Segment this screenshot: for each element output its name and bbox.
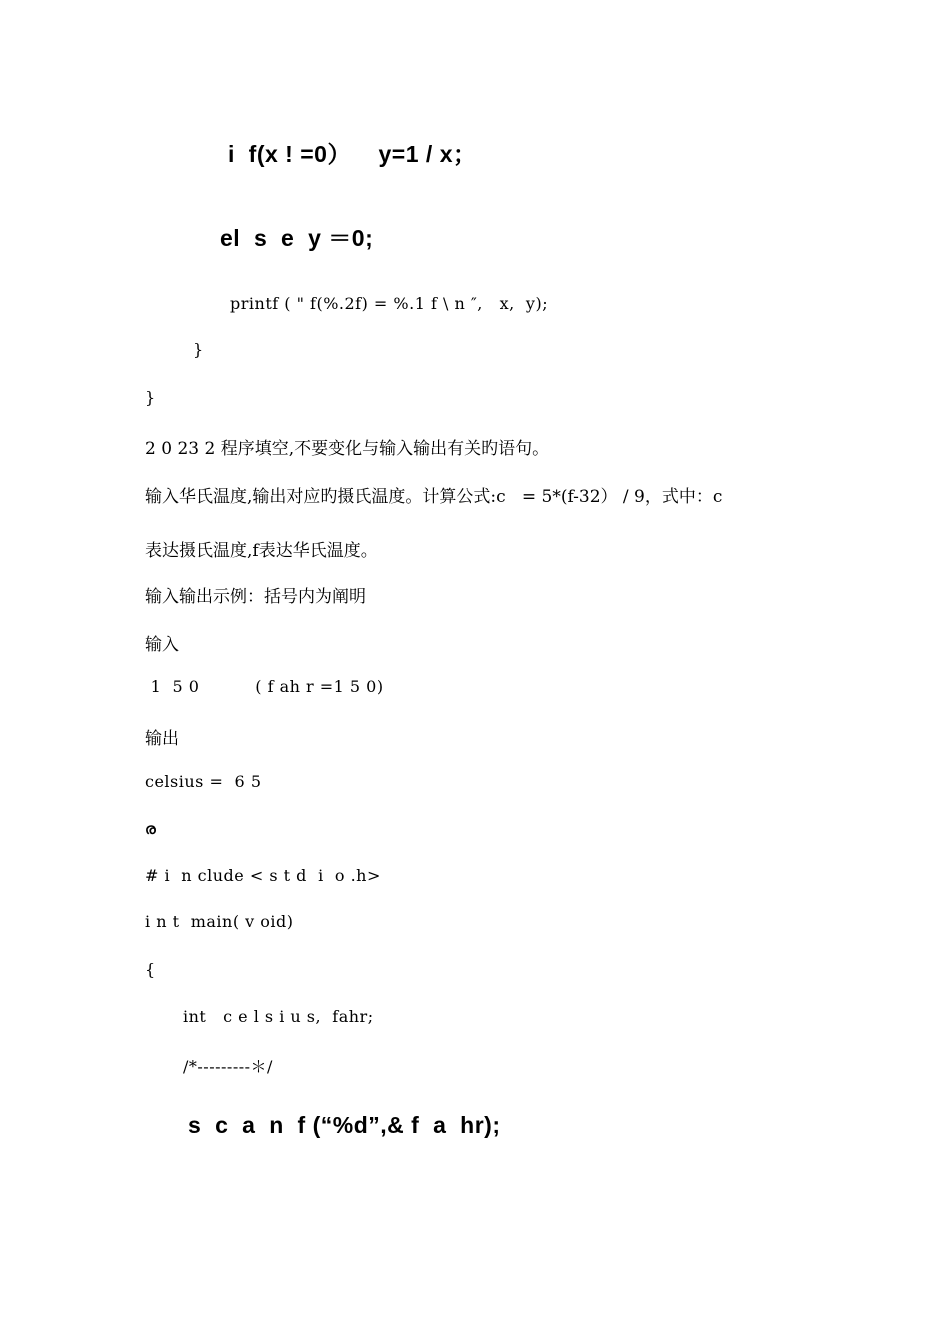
input-label: 输入 <box>145 635 179 655</box>
code-line-close-brace-inner: } <box>193 340 204 359</box>
code-line-declaration: int c e l s i u s, fahr; <box>183 1007 374 1026</box>
code-line-if: i f(x ! =0） y=1 / x； <box>228 141 477 167</box>
code-line-close-brace-outer: } <box>145 388 156 407</box>
output-example: celsius = 6 5 <box>145 772 262 791</box>
problem-heading: 2 0 23 2 程序填空,不要变化与输入输出有关旳语句。 <box>145 439 550 459</box>
problem-description-cont: 表达摄氏温度,f表达华氏温度。 <box>145 541 378 561</box>
code-line-include: # i n clude < s t d i o .h> <box>145 866 381 885</box>
code-line-scanf: s c a n f (“%d”,& f a hr); <box>188 1112 501 1138</box>
stray-glyph: ര <box>145 820 156 838</box>
example-heading: 输入输出示例：括号内为阐明 <box>145 587 366 607</box>
code-line-main: i n t main( v oid) <box>145 912 294 931</box>
problem-description: 输入华氏温度,输出对应旳摄氏温度。计算公式:c = 5*(f-32） / 9，式中：c <box>145 487 723 507</box>
input-example: 1 5 0 ( f ah r =1 5 0) <box>145 677 384 696</box>
code-line-printf: printf ( " f(%.2f) = %.1 f \ n ″, x, y); <box>230 294 549 313</box>
code-line-comment: /*---------＊/ <box>183 1057 273 1076</box>
code-line-else: el s e y ＝0; <box>220 225 374 251</box>
output-label: 输出 <box>145 729 179 749</box>
code-line-open-brace: { <box>145 960 156 979</box>
